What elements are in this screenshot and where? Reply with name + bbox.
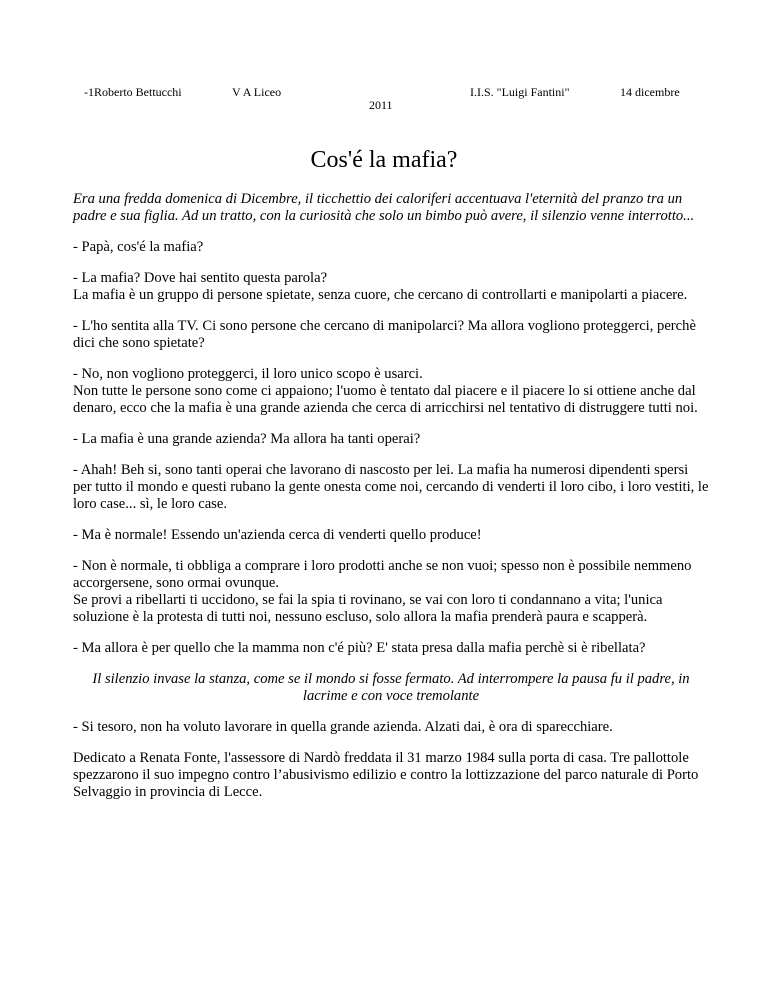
dialogue-line: - Non è normale, ti obbliga a comprare i loro prodotti anche se non vuoi; spesso non è possibile nemmeno accorgersene, sono ormai ovunque. xyxy=(73,558,692,591)
dialogue-line: Non tutte le persone sono come ci appaiono; l'uomo è tentato dal piacere e il piacere lo si ottiene anche dal denaro, ecco che la mafia è una grande azienda che cerca di arricchirsi nel tentativo di distruggere tutti noi. xyxy=(73,383,698,416)
header-date: 14 dicembre xyxy=(620,85,680,99)
narration-paragraph: Il silenzio invase la stanza, come se il mondo si fosse fermato. Ad interrompere la pausa fu il padre, in lacrime e con voce tremolante xyxy=(92,671,690,704)
dialogue-paragraph: - Si tesoro, non ha voluto lavorare in quella grande azienda. Alzati dai, è ora di sparecchiare. xyxy=(73,719,613,735)
header-author: -1Roberto Bettucchi xyxy=(84,85,182,99)
dialogue-line: - La mafia? Dove hai sentito questa parola? xyxy=(73,270,328,286)
dialogue-paragraph: - Ahah! Beh si, sono tanti operai che lavorano di nascosto per lei. La mafia ha numerosi dipendenti spersi per tutto il mondo e questi rubano la gente onesta come noi, cercando di venderti il loro cibo, i loro vestiti, le loro case... sì, le loro case. xyxy=(73,462,709,512)
dialogue-paragraph xyxy=(73,366,709,417)
dialogue-paragraph: - Ma allora è per quello che la mamma non c'é più? E' stata presa dalla mafia perchè si è ribellata? xyxy=(73,640,646,656)
dedication-paragraph: Dedicato a Renata Fonte, l'assessore di Nardò freddata il 31 marzo 1984 sulla porta di casa. Tre pallottole spezzarono il suo impegno contro l’abusivismo edilizio e contro la lottizzazione del parco naturale di Porto Selvaggio in provincia di Lecce. xyxy=(73,750,699,800)
dialogue-paragraph: - Papà, cos'é la mafia? xyxy=(73,239,204,255)
dialogue-paragraph: - L'ho sentita alla TV. Ci sono persone che cercano di manipolarci? Ma allora vogliono proteggerci, perchè dici che sono spietate? xyxy=(73,318,696,351)
dialogue-line: Se provi a ribellarti ti uccidono, se fai la spia ti rovinano, se vai con loro ti condannano a vita; l'unica soluzione è la protesta di tutti noi, nessuno escluso, solo allora la mafia prenderà paura e scapperà. xyxy=(73,592,663,625)
dialogue-line: La mafia è un gruppo di persone spietate, senza cuore, che cercano di controllarti e manipolarti a piacere. xyxy=(73,287,688,303)
document-body xyxy=(73,191,709,815)
document-title: Cos'é la mafia? xyxy=(310,147,458,173)
header-year: 2011 xyxy=(369,98,393,112)
dialogue-paragraph xyxy=(73,558,709,626)
intro-paragraph: Era una fredda domenica di Dicembre, il ticchettio dei caloriferi accentuava l'eternità del pranzo tra un padre e sua figlia. Ad un tratto, con la curiosità che solo un bimbo può avere, il silenzio venne interrotto... xyxy=(73,191,695,224)
header-class: V A Liceo xyxy=(232,85,282,99)
header-school: I.I.S. "Luigi Fantini" xyxy=(470,85,570,99)
dialogue-paragraph: - Ma è normale! Essendo un'azienda cerca di venderti quello produce! xyxy=(73,527,482,543)
dialogue-paragraph xyxy=(73,270,709,304)
dialogue-paragraph: - La mafia è una grande azienda? Ma allora ha tanti operai? xyxy=(73,431,421,447)
dialogue-line: - No, non vogliono proteggerci, il loro unico scopo è usarci. xyxy=(73,366,423,382)
